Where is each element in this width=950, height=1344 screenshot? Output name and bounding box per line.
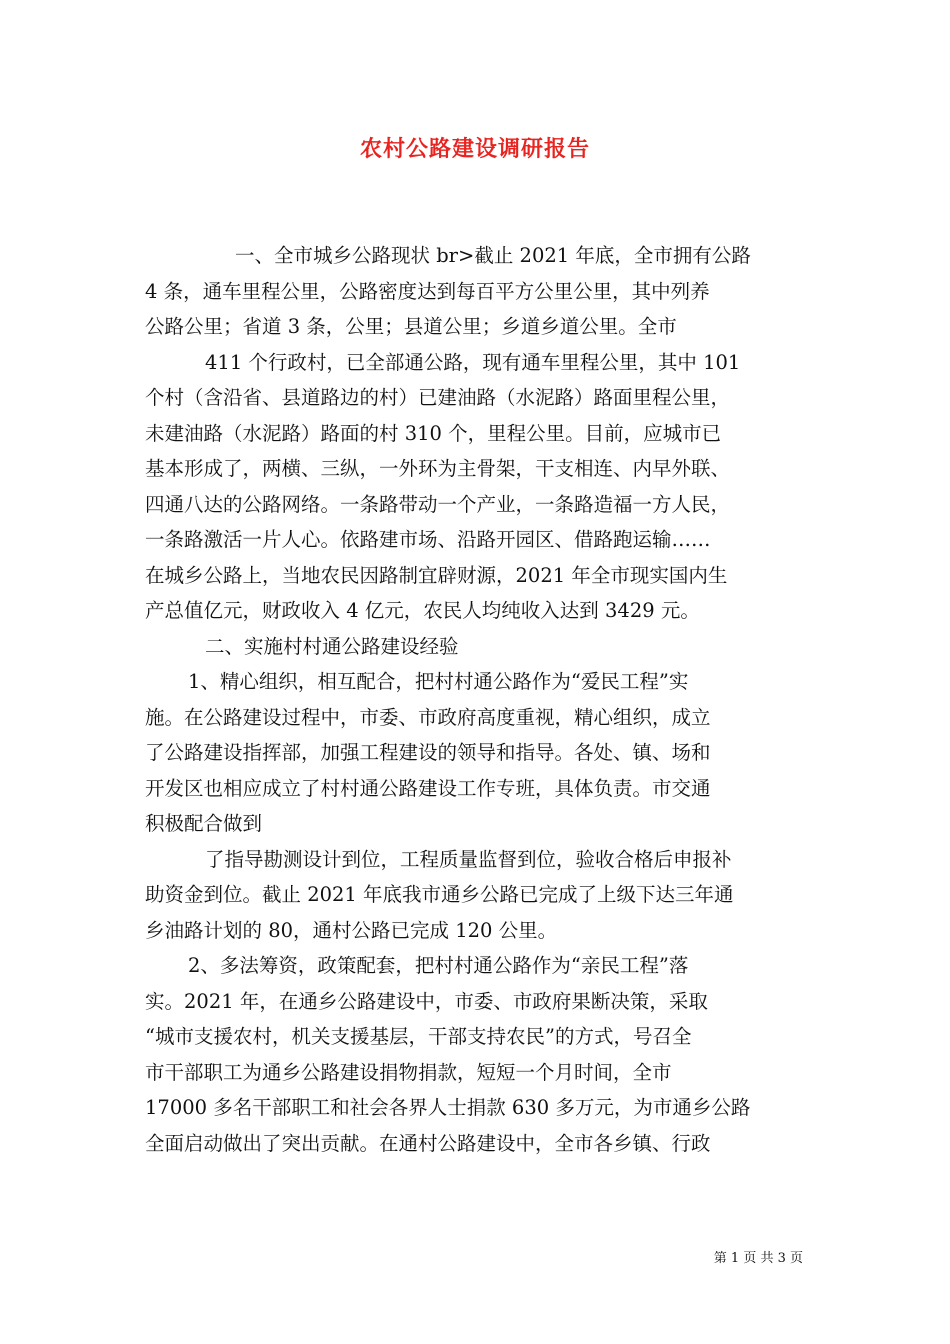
body-line: 积极配合做到	[145, 812, 263, 835]
section-heading: 二、实施村村通公路建设经验	[205, 634, 459, 658]
document-body	[145, 238, 810, 1161]
body-line: 基本形成了，两横、三纵，一外环为主骨架，干支相连、内早外联、	[145, 457, 731, 480]
body-line: 乡油路计划的 80，通村公路已完成 120 公里。	[145, 918, 558, 942]
body-line: 一条路激活一片人心。依路建市场、沿路开园区、借路跑运输……	[145, 528, 711, 551]
body-line: 411 个行政村，已全部通公路，现有通车里程公里，其中 101	[205, 350, 741, 374]
body-line: 了公路建设指挥部，加强工程建设的领导和指导。各处、镇、场和	[145, 741, 711, 764]
body-line: 四通八达的公路网络。一条路带动一个产业，一条路造福一方人民，	[145, 492, 731, 516]
body-line: 市干部职工为通乡公路建设捐物捐款，短短一个月时间，全市	[145, 1060, 672, 1084]
body-line: 17000 多名干部职工和社会各界人士捐款 630 多万元，为市通乡公路	[145, 1096, 751, 1119]
body-line: 在城乡公路上，当地农民因路制宜辟财源，2021 年全市现实国内生	[145, 563, 728, 587]
body-line: 公路公里；省道 3 条，公里；县道公里；乡道乡道公里。全市	[145, 315, 677, 338]
body-line: 1、精心组织，相互配合，把村村通公路作为“爱民工程”实	[188, 670, 689, 693]
body-line: 了指导勘测设计到位，工程质量监督到位，验收合格后申报补	[205, 847, 732, 871]
body-line: 4 条，通车里程公里，公路密度达到每百平方公里公里，其中列养	[145, 279, 710, 303]
body-line: 个村（含沿省、县道路边的村）已建油路（水泥路）路面里程公里，	[145, 386, 731, 409]
body-line: 实。2021 年，在通乡公路建设中，市委、市政府果断决策，采取	[145, 989, 708, 1013]
body-line: “城市支援农村，机关支援基层，干部支持农民”的方式，号召全	[145, 1025, 692, 1048]
body-line: 全面启动做出了突出贡献。在通村公路建设中，全市各乡镇、行政	[145, 1131, 711, 1155]
document-title: 农村公路建设调研报告	[359, 136, 590, 162]
body-line: 2、多法筹资，政策配套，把村村通公路作为“亲民工程”落	[188, 954, 689, 977]
body-line: 未建油路（水泥路）路面的村 310 个，里程公里。目前，应城市已	[145, 421, 722, 445]
body-line: 助资金到位。截止 2021 年底我市通乡公路已完成了上级下达三年通	[145, 883, 734, 906]
body-line: 开发区也相应成立了村村通公路建设工作专班，具体负责。市交通	[145, 776, 711, 800]
body-line: 施。在公路建设过程中，市委、市政府高度重视，精心组织，成立	[145, 705, 711, 729]
body-line: 一、全市城乡公路现状 br>截止 2021 年底，全市拥有公路	[235, 244, 751, 267]
page-number: 第 1 页 共 3 页	[713, 1251, 803, 1266]
body-line: 产总值亿元，财政收入 4 亿元，农民人均纯收入达到 3429 元。	[145, 599, 700, 622]
